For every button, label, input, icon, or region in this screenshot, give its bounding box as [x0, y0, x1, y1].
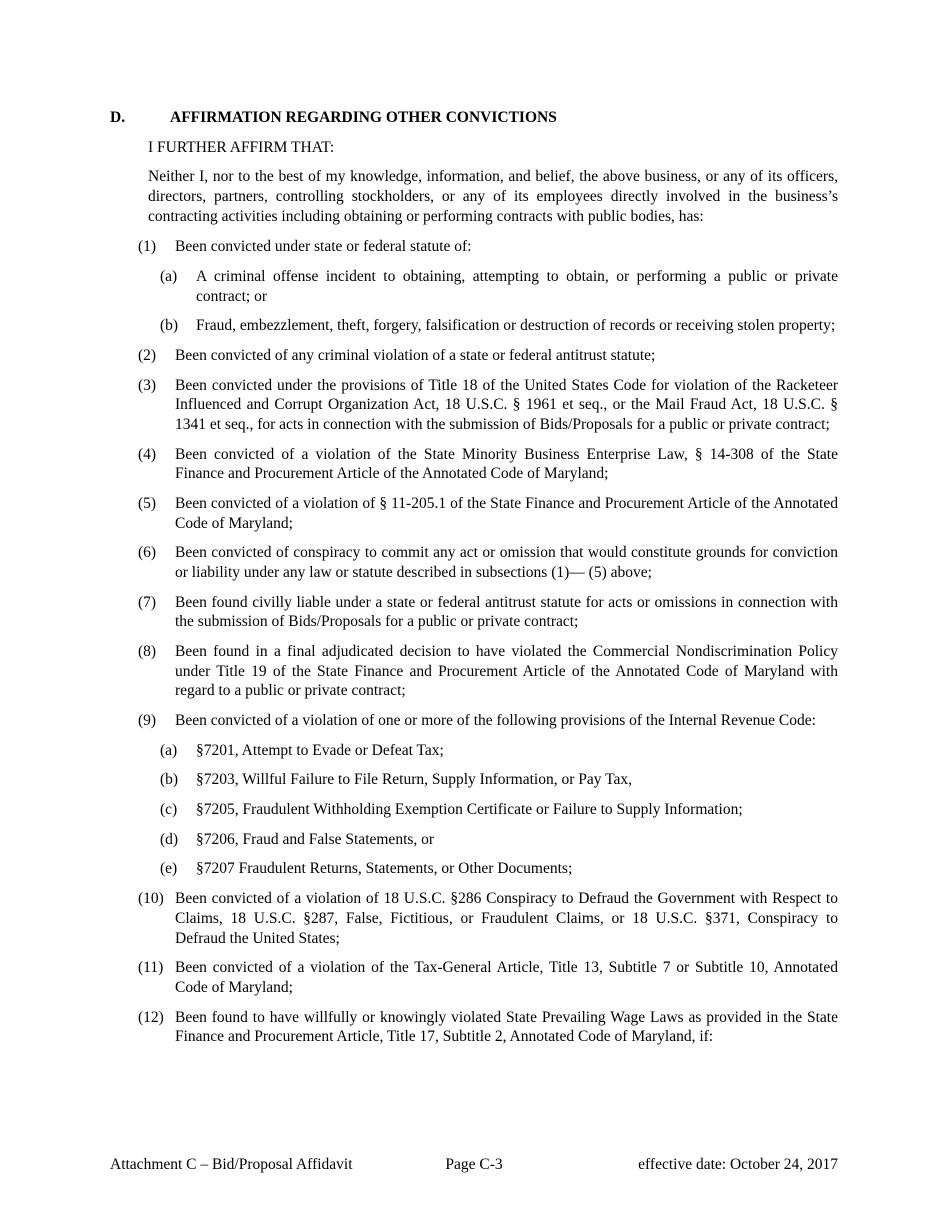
page-footer [110, 1155, 838, 1175]
subitem-letter: (d) [160, 830, 179, 848]
item-text: Been convicted of a violation of the Tax-General Article, Title 13, Subtitle 7 or Subtitle 10, Annotated Code of Maryland; [175, 959, 838, 996]
item-number: (11) [138, 959, 164, 977]
subitem-text: §7203, Willful Failure to File Return, Supply Information, or Pay Tax, [196, 771, 632, 789]
list-item [138, 376, 838, 435]
item-text: Been convicted of conspiracy to commit any act or omission that would constitute grounds for conviction or liability under any law or statute described in subsections (1)— (5) above; [175, 544, 838, 582]
section-heading [110, 108, 838, 128]
list-item [138, 346, 838, 366]
list-item [138, 1008, 838, 1047]
subitem-text: A criminal offense incident to obtaining, attempting to obtain, or performing a public or private contract; or [196, 268, 838, 305]
affirmation-statement: I FURTHER AFFIRM THAT: [148, 138, 335, 156]
list-item [138, 889, 838, 948]
item-text: Been convicted of a violation of the State Minority Business Enterprise Law, § 14-308 of the State Finance and Procurement Article of the Annotated Code of Maryland; [175, 445, 838, 483]
sub-item [160, 316, 838, 336]
intro-paragraph: Neither I, nor to the best of my knowledge, information, and belief, the above business, or any of its officers, directors, partners, controlling stockholders, or any of its employees directly involved in the business’s contracting activities including obtaining or performing contracts with public bodies, has: [148, 168, 838, 225]
item-number: (2) [138, 347, 157, 365]
item-number: (9) [138, 712, 157, 730]
item-text: Been found in a final adjudicated decision to have violated the Commercial Nondiscrimination Policy under Title 19 of the State Finance and Procurement Article of the Annotated Code of Maryland with regard to a public or private contract; [175, 643, 838, 700]
sub-item [160, 800, 838, 820]
item-number: (1) [138, 238, 157, 256]
sub-item-list [160, 741, 838, 879]
sub-item [160, 770, 838, 790]
subitem-letter: (b) [160, 317, 179, 335]
item-text: Been convicted of a violation of § 11-205.1 of the State Finance and Procurement Article of the Annotated Code of Maryland; [175, 495, 838, 532]
subitem-text: §7206, Fraud and False Statements, or [196, 830, 435, 848]
item-number: (6) [138, 544, 157, 562]
subitem-letter: (a) [160, 268, 178, 286]
item-number: (10) [138, 890, 164, 908]
subitem-text: §7207 Fraudulent Returns, Statements, or Other Documents; [196, 860, 573, 878]
list-item [138, 958, 838, 997]
subitem-letter: (c) [160, 801, 178, 819]
list-item [138, 445, 838, 484]
subitem-text: Fraud, embezzlement, theft, forgery, falsification or destruction of records or receiving stolen property; [196, 317, 836, 335]
list-item [138, 711, 838, 879]
subitem-text: §7201, Attempt to Evade or Defeat Tax; [196, 741, 444, 759]
sub-item [160, 267, 838, 306]
list-item [138, 642, 838, 701]
list-item [138, 237, 838, 336]
list-item [138, 494, 838, 533]
item-text: Been convicted of any criminal violation of a state or federal antitrust statute; [175, 347, 656, 365]
subitem-letter: (e) [160, 860, 178, 878]
item-number: (8) [138, 643, 157, 661]
item-number: (4) [138, 445, 157, 463]
footer-document-title: Attachment C – Bid/Proposal Affidavit [110, 1156, 353, 1173]
item-text: Been convicted under the provisions of Title 18 of the United States Code for violation of the Racketeer Influenced and Corrupt Organization Act, 18 U.S.C. § 1961 et seq., or the Mail Fraud Act, 18 U.S.C. § 1341 et seq., for acts in connection with the submission of Bids/Proposals for a public or private contract; [175, 376, 838, 434]
item-number: (12) [138, 1008, 164, 1026]
sub-item [160, 830, 838, 850]
item-text: Been convicted of a violation of one or more of the following provisions of the Internal Revenue Code: [175, 712, 816, 730]
sub-item-list [160, 267, 838, 336]
sub-item [160, 859, 838, 879]
item-text: Been found to have willfully or knowingly violated State Prevailing Wage Laws as provided in the State Finance and Procurement Article, Title 17, Subtitle 2, Annotated Code of Maryland, if: [175, 1008, 838, 1046]
item-number: (3) [138, 376, 157, 394]
item-text: Been convicted of a violation of 18 U.S.C. §286 Conspiracy to Defraud the Government with Respect to Claims, 18 U.S.C. §287, False, Fictitious, or Fraudulent Claims, or 18 U.S.C. §371, Conspiracy to Defraud the United States; [175, 890, 838, 947]
affirmation-list [110, 237, 838, 1047]
document-content [110, 108, 838, 1047]
subitem-text: §7205, Fraudulent Withholding Exemption Certificate or Failure to Supply Information; [196, 801, 743, 819]
item-text: Been found civilly liable under a state or federal antitrust statute for acts or omissions in connection with the submission of Bids/Proposals for a public or private contract; [175, 593, 838, 631]
footer-page-number: Page C-3 [445, 1156, 503, 1173]
sub-item [160, 741, 838, 761]
list-item [138, 543, 838, 582]
item-number: (5) [138, 495, 157, 513]
footer-effective-date: effective date: October 24, 2017 [638, 1156, 838, 1173]
item-text: Been convicted under state or federal statute of: [175, 238, 472, 256]
section-title: AFFIRMATION REGARDING OTHER CONVICTIONS [170, 109, 557, 126]
section-label: D. [110, 109, 126, 126]
list-item [138, 593, 838, 632]
item-number: (7) [138, 593, 157, 611]
subitem-letter: (a) [160, 741, 178, 759]
subitem-letter: (b) [160, 771, 179, 789]
